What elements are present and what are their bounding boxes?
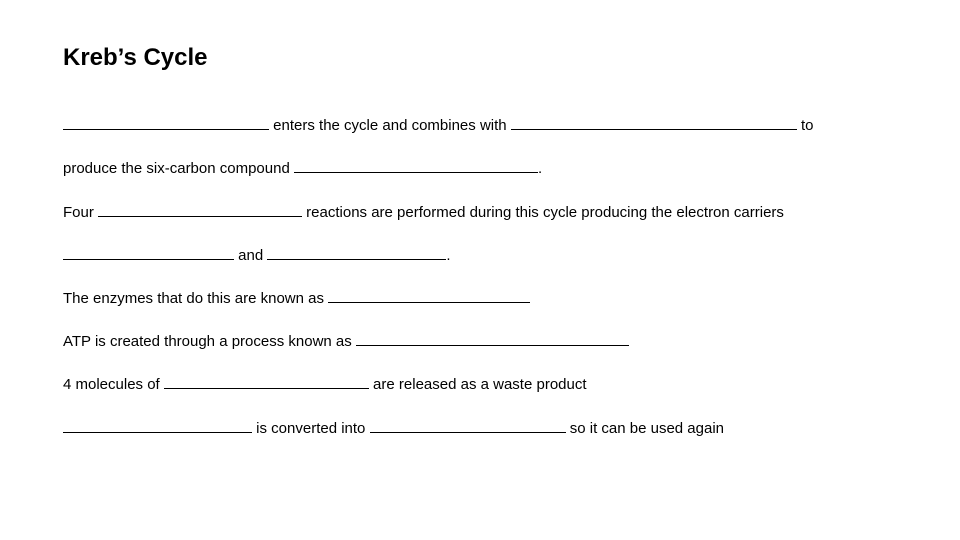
worksheet-line-6 [63,331,629,352]
line-text: so it can be used again [565,420,725,437]
line-text: produce the six-carbon compound [63,160,294,177]
blank-line[interactable] [98,202,302,217]
line-text: reactions are performed during this cycle producing the electron carriers [302,204,784,221]
line-text: is converted into [252,420,370,437]
line-text: are released as a waste product [368,376,587,393]
worksheet-line-4 [63,245,451,266]
worksheet-line-2 [63,158,542,179]
line-text: 4 molecules of [63,376,164,393]
blank-line[interactable] [370,418,566,433]
blank-line[interactable] [63,115,269,130]
blank-line[interactable] [294,158,538,173]
line-text: . [446,247,451,264]
blank-line[interactable] [511,115,797,130]
blank-line[interactable] [328,288,530,303]
line-text: to [796,117,814,134]
line-text: . [537,160,543,177]
line-text: The enzymes that do this are known as [63,290,329,307]
worksheet-line-3 [63,202,784,223]
blank-line[interactable] [164,374,369,389]
worksheet-line-5 [63,288,530,309]
line-text: and [234,247,268,264]
page-title: Kreb’s Cycle [63,44,208,71]
blank-line[interactable] [63,418,252,433]
line-text: enters the cycle and combines with [269,117,511,134]
worksheet-line-7 [63,374,587,395]
blank-line[interactable] [356,331,629,346]
worksheet-line-8 [63,418,724,439]
line-text: Four [63,204,99,221]
line-text: ATP is created through a process known as [63,333,356,350]
worksheet-line-1 [63,115,813,136]
blank-line[interactable] [63,245,234,260]
blank-line[interactable] [267,245,446,260]
